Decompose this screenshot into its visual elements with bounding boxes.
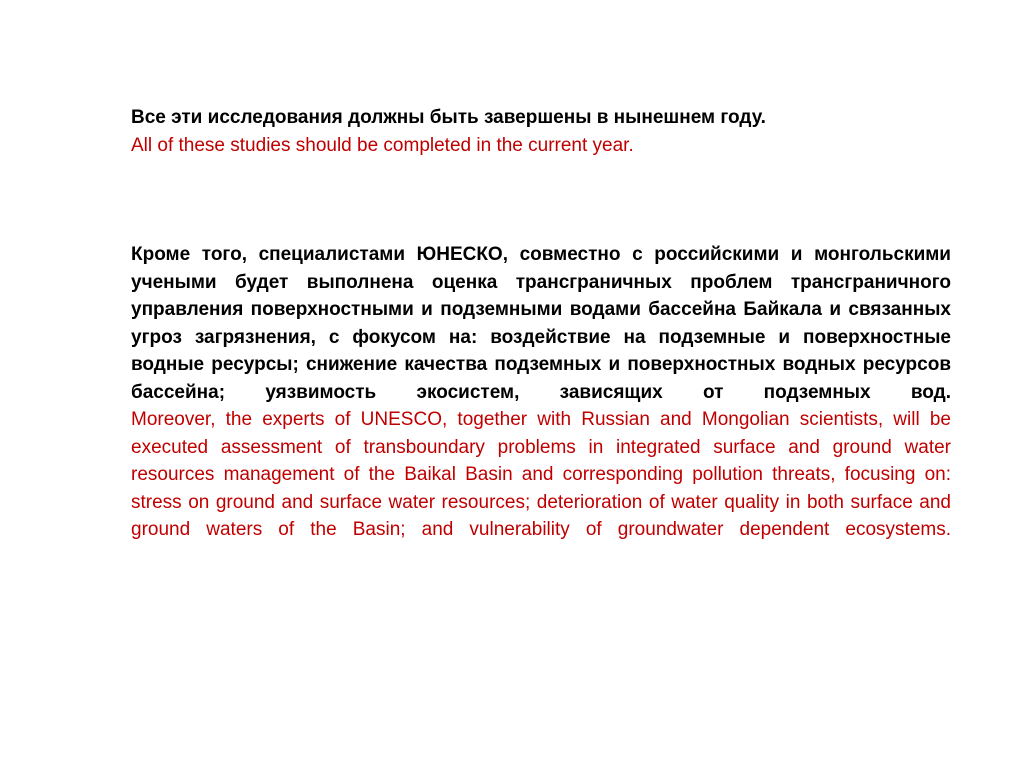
english-text-completion: All of these studies should be completed in the current year. bbox=[131, 134, 634, 156]
russian-text-completion: Все эти исследования должны быть завершены в нынешнем году. bbox=[131, 107, 766, 128]
english-text-unesco-assessment: Moreover, the experts of UNESCO, together with Russian and Mongolian scientists, will be executed assessment of transboundary problems in integrated surface and ground water resources management of the Baikal Basin and corresponding pollution threats, focusing on: stress on ground and surface water resources; deterioration of water quality in both surface and ground waters of the Basin; and vulnerability of groundwater dependent ecosystems. bbox=[131, 409, 951, 540]
text-block-unesco-assessment bbox=[131, 241, 951, 544]
russian-text-unesco-assessment: Кроме того, специалистами ЮНЕСКО, совместно с российскими и монгольскими учеными будет выполнена оценка трансграничных проблем трансграничного управления поверхностными и подземными водами бассейна Байкала и связанных угроз загрязнения, с фокусом на: воздействие на подземные и поверхностные водные ресурсы; снижение качества подземных и поверхностных водных ресурсов бассейна; уязвимость экосистем, зависящих от подземных вод. bbox=[131, 244, 951, 403]
text-block-completion bbox=[131, 104, 951, 159]
